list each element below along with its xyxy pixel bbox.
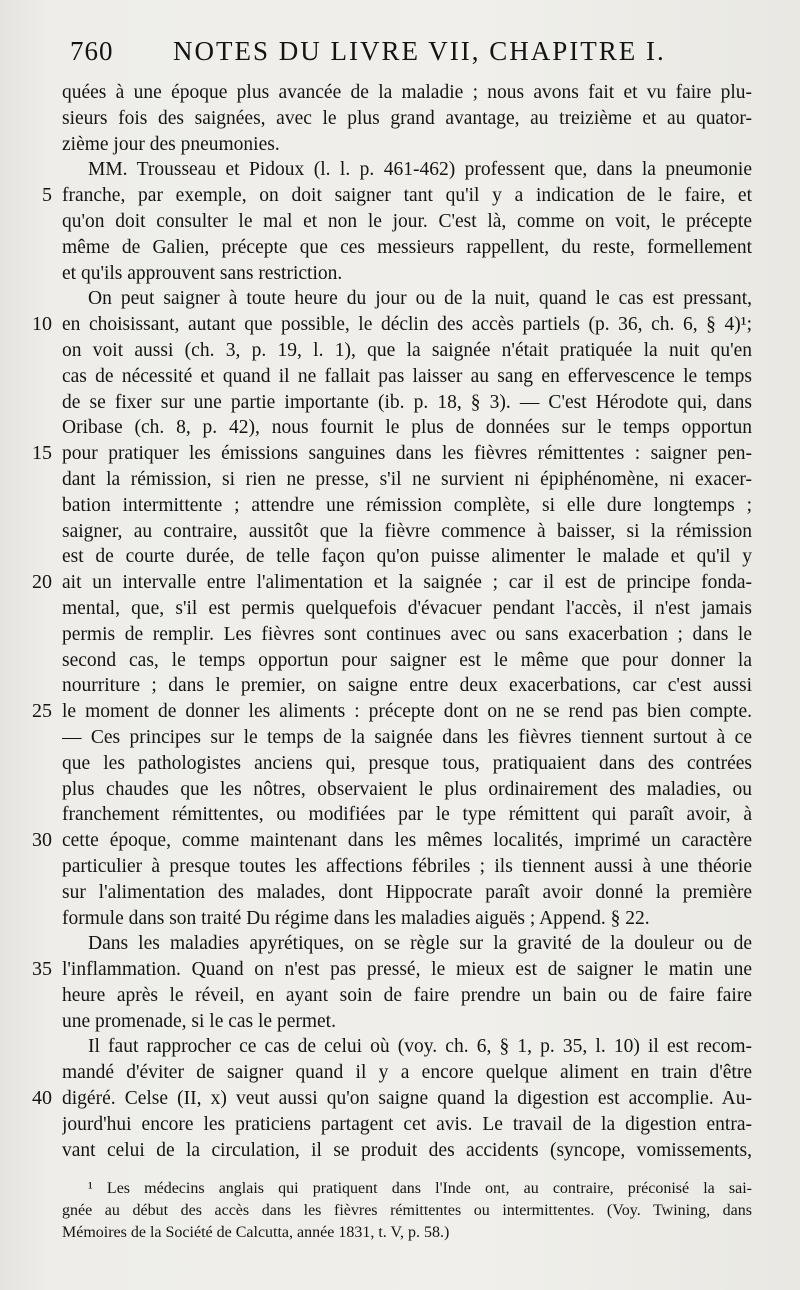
text-line: franchement rémittentes, ou modifiées par le type rémittent qui paraît avoir, à [62, 804, 752, 826]
text-line: formule dans son traité Du régime dans les maladies aiguës ; Append. § 22. [62, 907, 650, 929]
text-line: On peut saigner à toute heure du jour ou de la nuit, quand le cas est pressant, [88, 288, 752, 310]
text-line: l'inflammation. Quand on n'est pas pressé, le mieux est de saigner le matin une [62, 959, 752, 981]
text-line: mandé d'éviter de saigner quand il y a encore quelque aliment en train d'être [62, 1062, 752, 1084]
text-line: dant la rémission, si rien ne presse, s'il ne survient ni épiphénomène, ni exacer- [62, 468, 752, 490]
text-line: jourd'hui encore les praticiens partagent cet avis. Le travail de la digestion entra- [62, 1113, 752, 1135]
line-number: 15 [32, 442, 52, 465]
text-line: saigner, au contraire, aussitôt que la fièvre commence à baisser, si la rémission [62, 520, 752, 542]
line-number: 40 [32, 1087, 52, 1110]
text-line: sur l'alimentation des malades, dont Hippocrate paraît avoir donné la première [62, 881, 752, 903]
line-number: 5 [42, 184, 52, 207]
text-line: que les pathologistes anciens qui, presque tous, pratiquaient dans des contrées [62, 752, 752, 774]
line-number: 20 [32, 571, 52, 594]
line-number: 30 [32, 829, 52, 852]
text-line: même de Galien, précepte que ces messieurs rappellent, du reste, formellement [62, 236, 752, 258]
text-line: bation intermittente ; attendre une rémission complète, si elle dure longtemps ; [62, 494, 752, 516]
text-line: cas de nécessité et quand il ne fallait pas laisser au sang en effervescence le temps [62, 365, 752, 387]
text-line: vant celui de la circulation, il se produit des accidents (syncope, vomissements, [62, 1139, 752, 1161]
text-line: particulier à presque toutes les affections fébriles ; ils tiennent aussi à une théorie [62, 855, 752, 877]
text-line: heure après le réveil, en ayant soin de faire prendre un bain ou de faire faire [62, 984, 752, 1006]
line-number: 10 [32, 313, 52, 336]
running-head: NOTES DU LIVRE VII, CHAPITRE I. [173, 36, 666, 66]
text-line: cette époque, comme maintenant dans les mêmes localités, imprimé un caractère [62, 830, 752, 852]
text-line: sieurs fois des saignées, avec le plus grand avantage, au treizième et au quator- [62, 107, 752, 129]
line-number: 35 [32, 958, 52, 981]
text-line: franche, par exemple, on doit saigner tant qu'il y a indication de le faire, et [62, 185, 752, 207]
text-line: Il faut rapprocher ce cas de celui où (voy. ch. 6, § 1, p. 35, l. 10) il est recom- [88, 1036, 752, 1058]
text-line: Oribase (ch. 8, p. 42), nous fournit le plus de données sur le temps opportun [62, 417, 752, 439]
text-line: une promenade, si le cas le permet. [62, 1010, 336, 1032]
footnote-line: gnée au début des accès dans les fièvres rémittentes ou intermittentes. (Voy. Twining, dans [62, 1202, 752, 1219]
line-number: 25 [32, 700, 52, 723]
text-line: Dans les maladies apyrétiques, on se règle sur la gravité de la douleur ou de [88, 933, 752, 955]
text-line: digéré. Celse (II, x) veut aussi qu'on saigne quand la digestion est accomplie. Au- [62, 1088, 752, 1110]
text-line: qu'on doit consulter le mal et non le jour. C'est là, comme on voit, le précepte [62, 210, 752, 232]
text-line: second cas, le temps opportun pour saigner est le même que pour donner la [62, 649, 752, 671]
text-line: et qu'ils approuvent sans restriction. [62, 262, 343, 284]
body-text [62, 80, 752, 1163]
text-line: de se fixer sur une partie importante (ib. p. 18, § 3). — C'est Hérodote qui, dans [62, 391, 752, 413]
text-line: le moment de donner les aliments : précepte dont on ne se rend pas bien compte. [62, 701, 752, 723]
page-header [70, 36, 770, 76]
text-line: MM. Trousseau et Pidoux (l. l. p. 461-462) professent que, dans la pneumonie [88, 159, 752, 181]
text-line: quées à une époque plus avancée de la maladie ; nous avons fait et vu faire plu- [62, 82, 752, 103]
footnote [62, 1178, 752, 1244]
text-line: mental, que, s'il est permis quelquefois d'évacuer pendant l'accès, il n'est jamais [62, 597, 752, 619]
footnote-line: Mémoires de la Société de Calcutta, année 1831, t. V, p. 58.) [62, 1224, 450, 1241]
text-line: permis de remplir. Les fièvres sont continues avec ou sans exacerbation ; dans le [62, 623, 752, 645]
text-line: en choisissant, autant que possible, le déclin des accès partiels (p. 36, ch. 6, § 4)¹; [62, 314, 752, 336]
footnote-line: ¹ Les médecins anglais qui pratiquent dans l'Inde ont, au contraire, préconisé la sai- [88, 1180, 752, 1197]
text-line: zième jour des pneumonies. [62, 133, 280, 155]
text-line: nourriture ; dans le premier, on saigne entre deux exacerbations, car c'est aussi [62, 675, 752, 697]
text-line: — Ces principes sur le temps de la saignée dans les fièvres tiennent surtout à ce [62, 726, 752, 748]
text-line: on voit aussi (ch. 3, p. 19, l. 1), que la saignée n'était pratiquée la nuit qu'en [62, 339, 752, 361]
text-line: est de courte durée, de telle façon qu'on puisse alimenter le malade et qu'il y [62, 546, 752, 568]
text-line: plus chaudes que les nôtres, observaient le plus ordinairement des maladies, ou [62, 778, 752, 800]
text-line: pour pratiquer les émissions sanguines dans les fièvres rémittentes : saigner pen- [62, 443, 752, 465]
text-line: ait un intervalle entre l'alimentation et la saignée ; car il est de principe fonda- [62, 572, 752, 594]
page-number: 760 [70, 36, 114, 66]
